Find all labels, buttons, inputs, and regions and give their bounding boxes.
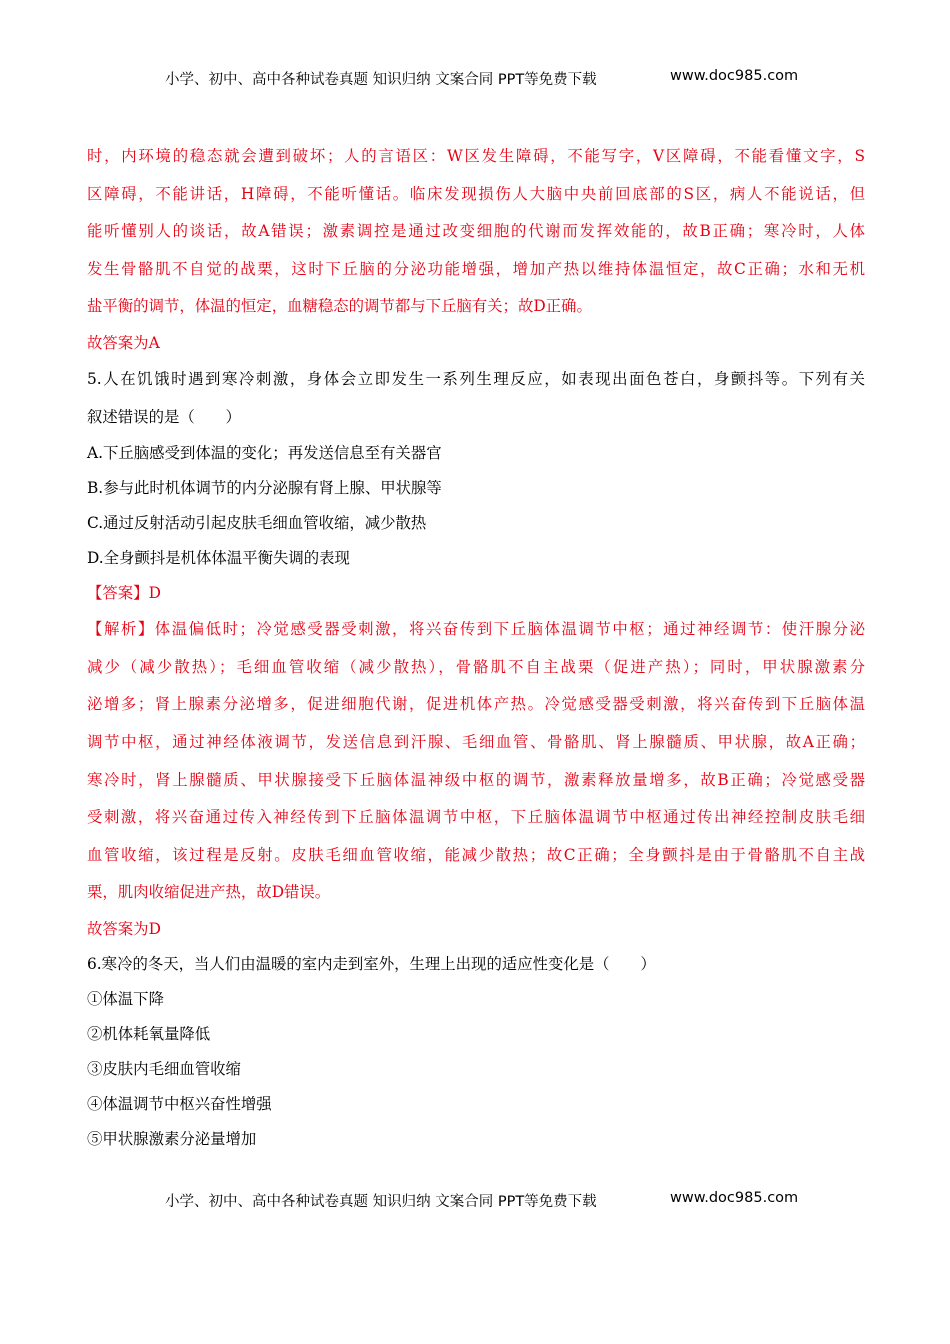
q5-answer: 【答案】D bbox=[87, 584, 161, 603]
q6-item-5: ⑤甲状腺激素分泌量增加 bbox=[87, 1129, 257, 1148]
q5-option-b: B.参与此时机体调节的内分泌腺有肾上腺、甲状腺等 bbox=[87, 479, 442, 498]
q6-item-2: ②机体耗氧量降低 bbox=[87, 1024, 211, 1043]
q5-stem-line: 叙述错误的是（ ） bbox=[87, 407, 241, 426]
q6-item-1: ①体温下降 bbox=[87, 989, 164, 1008]
q5-explanation-line: 调节中枢，通过神经体液调节，发送信息到汗腺、毛细血管、骨骼肌、肾上腺髓质、甲状腺，故A正确； bbox=[87, 732, 865, 751]
header-url[interactable]: www.doc985.com bbox=[670, 68, 799, 84]
q5-explanation-line: 减少（减少散热）；毛细血管收缩（减少散热），骨骼肌不自主战栗（促进产热）；同时，甲状腺激素分 bbox=[87, 657, 865, 676]
q4-explanation-line: 能听懂别人的谈话，故A错误；激素调控是通过改变细胞的代谢而发挥效能的，故B正确；寒冷时，人体 bbox=[87, 222, 865, 241]
q6-item-3: ③皮肤内毛细血管收缩 bbox=[87, 1059, 241, 1078]
q4-explanation-line: 区障碍，不能讲话，H障碍，不能听懂话。临床发现损伤人大脑中央前回底部的S区，病人不能说话，但 bbox=[87, 184, 865, 203]
q5-option-c: C.通过反射活动引起皮肤毛细血管收缩，减少散热 bbox=[87, 514, 427, 533]
header-text: 小学、初中、高中各种试卷真题 知识归纳 文案合同 PPT等免费下载 bbox=[165, 72, 597, 88]
page-header bbox=[0, 68, 950, 90]
q5-option-a: A.下丘脑感受到体温的变化；再发送信息至有关器官 bbox=[87, 444, 442, 463]
q5-explanation-line: 寒冷时，肾上腺髓质、甲状腺接受下丘脑体温神级中枢的调节，激素释放量增多，故B正确；冷觉感受器 bbox=[87, 770, 865, 789]
q5-explanation-line: 【解析】体温偏低时；冷觉感受器受刺激，将兴奋传到下丘脑体温调节中枢；通过神经调节：使汗腺分泌 bbox=[87, 620, 865, 639]
footer-url[interactable]: www.doc985.com bbox=[670, 1190, 799, 1206]
q4-explanation-line: 盐平衡的调节，体温的恒定，血糖稳态的调节都与下丘脑有关；故D正确。 bbox=[87, 297, 592, 316]
q5-explanation-line: 血管收缩，该过程是反射。皮肤毛细血管收缩，能减少散热；故C正确；全身颤抖是由于骨骼肌不自主战 bbox=[87, 845, 865, 864]
q6-stem: 6.寒冷的冬天，当人们由温暖的室内走到室外，生理上出现的适应性变化是（ ） bbox=[87, 954, 656, 973]
q5-conclusion: 故答案为D bbox=[87, 919, 161, 938]
q6-item-4: ④体温调节中枢兴奋性增强 bbox=[87, 1094, 272, 1113]
page-footer bbox=[0, 1190, 950, 1212]
q4-explanation-line: 时，内环境的稳态就会遭到破坏；人的言语区：W区发生障碍，不能写字，V区障碍，不能看懂文字，S bbox=[87, 147, 865, 165]
q4-explanation-line: 发生骨骼肌不自觉的战栗，这时下丘脑的分泌功能增强，增加产热以维持体温恒定，故C正确；水和无机 bbox=[87, 259, 865, 278]
q5-explanation-line: 栗，肌肉收缩促进产热，故D错误。 bbox=[87, 883, 331, 902]
q5-stem-line: 5.人在饥饿时遇到寒冷刺激，身体会立即发生一系列生理反应，如表现出面色苍白，身颤抖等。下列有关 bbox=[87, 369, 865, 388]
q4-conclusion: 故答案为A bbox=[87, 333, 160, 352]
footer-text: 小学、初中、高中各种试卷真题 知识归纳 文案合同 PPT等免费下载 bbox=[165, 1194, 597, 1210]
q5-explanation-line: 受刺激，将兴奋通过传入神经传到下丘脑体温调节中枢，下丘脑体温调节中枢通过传出神经控制皮肤毛细 bbox=[87, 808, 865, 827]
document-body bbox=[87, 138, 865, 1157]
q5-explanation-line: 泌增多；肾上腺素分泌增多，促进细胞代谢，促进机体产热。冷觉感受器受刺激，将兴奋传到下丘脑体温 bbox=[87, 695, 865, 714]
q5-option-d: D.全身颤抖是机体体温平衡失调的表现 bbox=[87, 549, 350, 568]
